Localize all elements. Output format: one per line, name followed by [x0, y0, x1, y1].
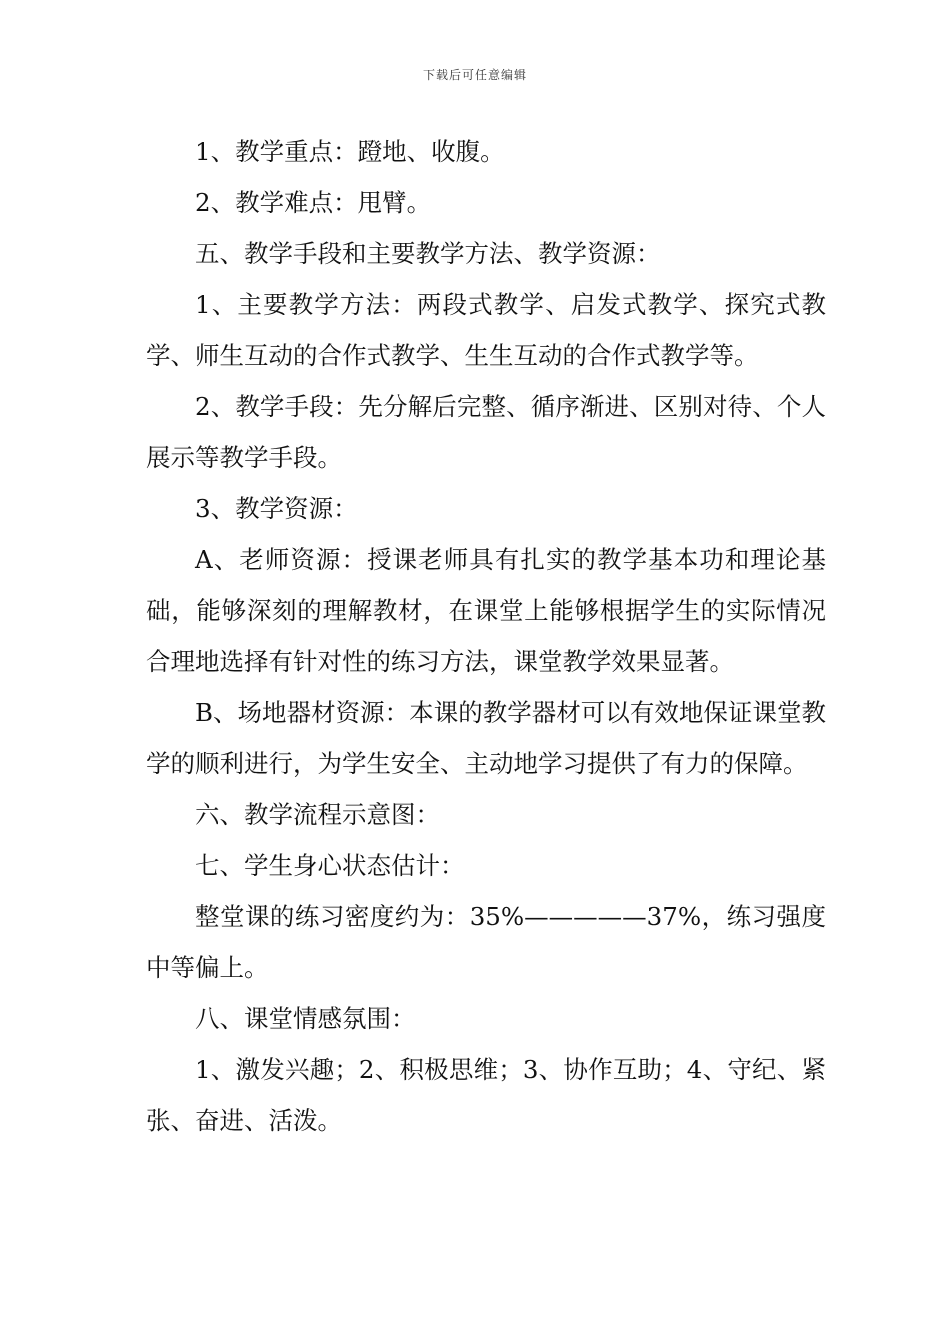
paragraph: 3、教学资源：	[195, 494, 358, 523]
section-heading: 八、课堂情感氛围：	[195, 1004, 416, 1033]
paragraph: 整堂课的练习密度约为：35%—————37%，练习强度中等偏上。	[146, 902, 826, 982]
paragraph: 2、教学手段：先分解后完整、循序渐进、区别对待、个人展示等教学手段。	[146, 392, 826, 472]
paragraph: 1、教学重点：蹬地、收腹。	[195, 137, 505, 166]
document-body	[146, 126, 826, 1146]
paragraph: A、老师资源：授课老师具有扎实的教学基本功和理论基础，能够深刻的理解教材，在课堂上能够根据学生的实际情况合理地选择有针对性的练习方法，课堂教学效果显著。	[146, 545, 826, 676]
paragraph: 1、主要教学方法：两段式教学、启发式教学、探究式教学、师生互动的合作式教学、生生互动的合作式教学等。	[146, 290, 826, 370]
paragraph: B、场地器材资源：本课的教学器材可以有效地保证课堂教学的顺利进行，为学生安全、主动地学习提供了有力的保障。	[146, 698, 826, 778]
section-heading: 六、教学流程示意图：	[195, 800, 440, 829]
section-heading: 七、学生身心状态估计：	[195, 851, 465, 880]
paragraph: 2、教学难点：甩臂。	[195, 188, 432, 217]
paragraph: 1、激发兴趣；2、积极思维；3、协作互助；4、守纪、紧张、奋进、活泼。	[146, 1055, 826, 1135]
page-header: 下载后可任意编辑	[422, 68, 527, 82]
section-heading: 五、教学手段和主要教学方法、教学资源：	[195, 239, 661, 268]
